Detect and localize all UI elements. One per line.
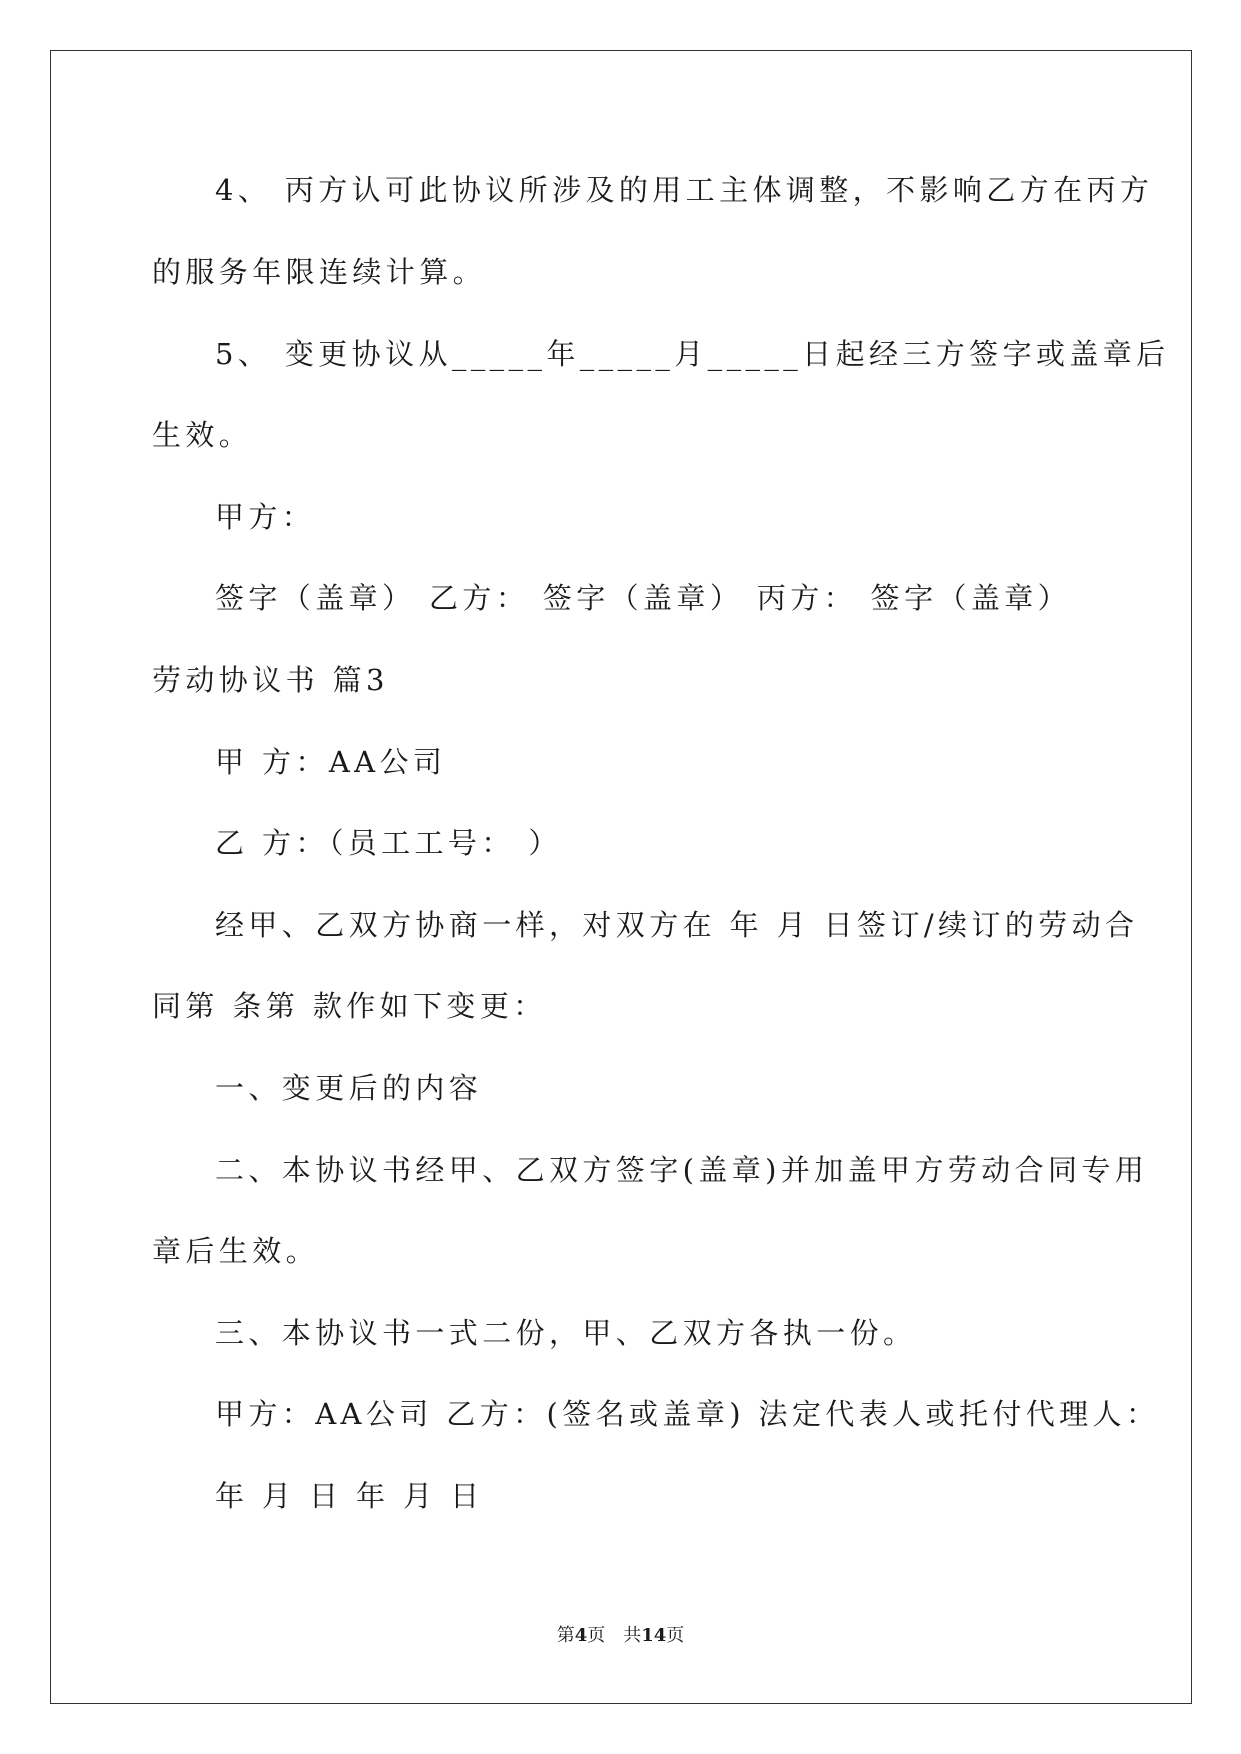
paragraph-line: 的服务年限连续计算。 [152, 255, 487, 289]
current-page-number: 4 [574, 1625, 588, 1646]
paragraph-line: 生效。 [152, 418, 253, 452]
party-a-line: 甲 方：AA公司 [215, 745, 447, 779]
signature-line: 甲方：AA公司 乙方：(签名或盖章) 法定代表人或托付代理人： [215, 1397, 1160, 1431]
paragraph-line: 4、 丙方认可此协议所涉及的用工主体调整，不影响乙方在丙方 [215, 173, 1154, 207]
date-line: 年 月 日 年 月 日 [215, 1479, 484, 1513]
total-pages-number: 14 [641, 1625, 667, 1646]
paragraph-line: 三、本协议书一式二份，甲、乙双方各执一份。 [215, 1316, 917, 1350]
paragraph-line: 甲方： [215, 500, 316, 534]
signature-line: 签字（盖章） 乙方： 签字（盖章） 丙方： 签字（盖章） [215, 581, 1072, 615]
page-footer: 第4页 共14页 [556, 1625, 685, 1646]
paragraph-line: 一、变更后的内容 [215, 1071, 483, 1105]
paragraph-line: 二、本协议书经甲、乙双方签字(盖章)并加盖甲方劳动合同专用 [215, 1153, 1149, 1187]
paragraph-line: 经甲、乙双方协商一样，对双方在 年 月 日签订/续订的劳动合 [215, 908, 1139, 942]
page-border [50, 50, 1192, 1704]
section-heading: 劳动协议书 篇3 [152, 663, 389, 697]
paragraph-line: 同第 条第 款作如下变更： [152, 989, 547, 1023]
paragraph-line: 5、 变更协议从_____年_____月_____日起经三方签字或盖章后 [215, 337, 1170, 371]
party-b-line: 乙 方：（员工工号： ） [215, 826, 562, 860]
paragraph-line: 章后生效。 [152, 1234, 320, 1268]
